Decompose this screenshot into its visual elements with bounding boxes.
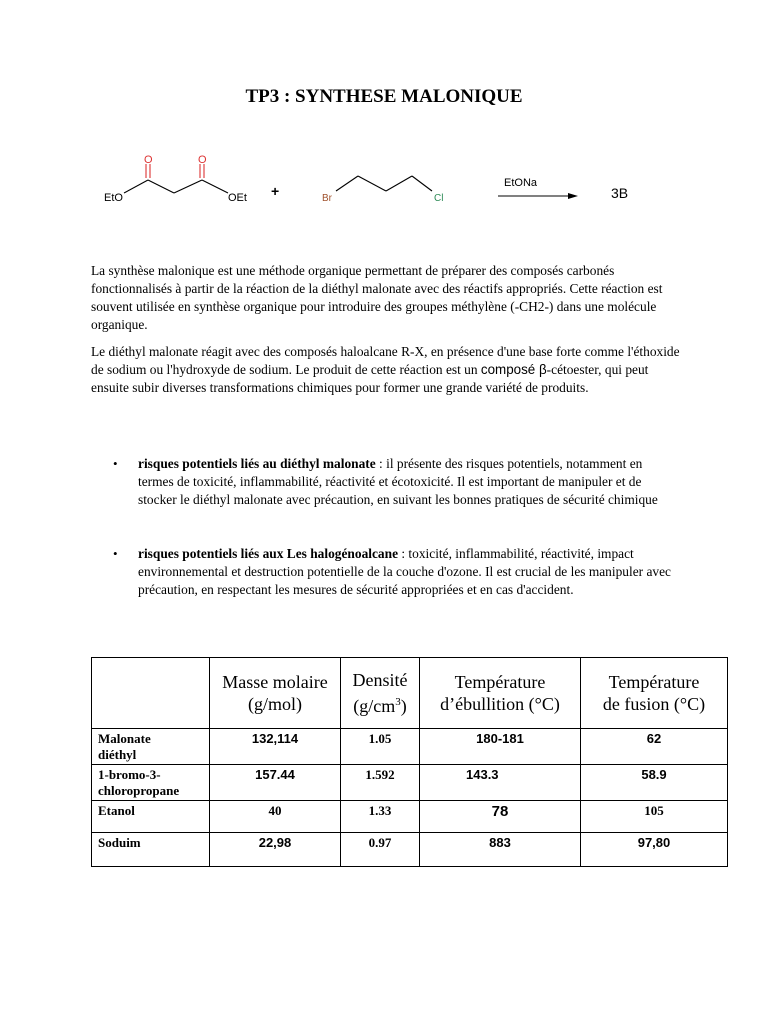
properties-table <box>91 657 728 867</box>
plus-sign: + <box>271 183 280 199</box>
oet-label: OEt <box>228 192 247 204</box>
cell-densite: 0.97 <box>341 833 420 867</box>
br-label: Br <box>322 193 332 204</box>
carbonyl-o1: O <box>144 154 153 166</box>
risk-list <box>91 455 691 509</box>
arrow-head <box>568 193 578 199</box>
eto-label: EtO <box>104 192 123 204</box>
cell-masse: 132,114 <box>210 729 341 765</box>
bullet-icon: • <box>113 546 118 561</box>
cell-tf: 97,80 <box>581 833 728 867</box>
row-name: Etanol <box>92 801 210 833</box>
cell-masse: 157.44 <box>210 765 341 801</box>
risk-item-malonate: • risques potentiels liés au diéthyl malonate : il présente des risques potentiels, notamment en termes de toxicité, inflammabilité, réactivité et écotoxicité. Il est important de manipuler et de stocker le diéthyl malonate avec précaution, en suivant les bonnes pratiques de sécurité chimique <box>113 456 658 507</box>
diethyl-malonate-structure <box>124 164 228 193</box>
cell-teb: 78 <box>420 801 581 833</box>
cell-tf: 105 <box>581 801 728 833</box>
intro-paragraph-2: Le diéthyl malonate réagit avec des composés haloalcane R-X, en présence d'une base forte comme l'éthoxide de sodium ou l'hydroxyde de sodium. Le produit de cette réaction est un composé β-cétoester, qui peut ensuite subir diverses transformations chimiques pour former une grande variété de produits. <box>91 344 680 395</box>
header-densite: Densité $(g/cm^3)$ <box>341 658 420 729</box>
header-fusion: Température de fusion (°C) <box>581 658 728 729</box>
table-row <box>92 801 728 833</box>
cell-densite: 1.592 <box>341 765 420 801</box>
carbonyl-o2: O <box>198 154 207 166</box>
cell-masse: 40 <box>210 801 341 833</box>
compose-beta: composé β <box>480 362 547 377</box>
risk-list-2 <box>91 545 691 599</box>
intro-paragraph-1: La synthèse malonique est une méthode organique permettant de préparer des composés carbonés fonctionnalisés à partir de la réaction de la diéthyl malonate avec des réactifs appropriés. Cette réaction est souvent utilisée en synthèse organique pour introduire des groupes méthylène (-CH2-) dans une molécule organique. <box>91 263 663 332</box>
cell-densite: 1.33 <box>341 801 420 833</box>
bromochloropropane-structure <box>336 176 432 191</box>
header-empty <box>92 658 210 729</box>
cell-teb: 180-181 <box>420 729 581 765</box>
risk-item-halogenoalcane: • risques potentiels liés aux Les halogénoalcane : toxicité, inflammabilité, réactivité, impact environnemental et destruction potentielle de la couche d'ozone. Il est crucial de les manipuler avec précaution, en respectant les mesures de sécurité appropriées et en cas d'accident. <box>113 546 671 597</box>
table-row <box>92 833 728 867</box>
row-name: Soduim <box>92 833 210 867</box>
cell-tf: 62 <box>581 729 728 765</box>
reaction-scheme <box>90 148 680 248</box>
row-name: 1-bromo-3- chloropropane <box>92 765 210 801</box>
table-row <box>92 729 728 765</box>
bullet-icon: • <box>113 456 118 471</box>
cl-label: Cl <box>434 193 444 204</box>
product-label: 3B <box>611 185 629 201</box>
cell-tf: 58.9 <box>581 765 728 801</box>
table-row <box>92 765 728 801</box>
header-masse: Masse molaire (g/mol) <box>210 658 341 729</box>
cell-teb: 143.3 <box>420 765 581 801</box>
reagent-label: EtONa <box>504 177 538 189</box>
cell-masse: 22,98 <box>210 833 341 867</box>
row-name: Malonate diéthyl <box>92 729 210 765</box>
header-ebullition: Température d’ébullition (°C) <box>420 658 581 729</box>
cell-teb: 883 <box>420 833 581 867</box>
cell-densite: 1.05 <box>341 729 420 765</box>
table-header-row <box>92 658 728 729</box>
page-title: TP3 : SYNTHESE MALONIQUE <box>245 86 523 107</box>
